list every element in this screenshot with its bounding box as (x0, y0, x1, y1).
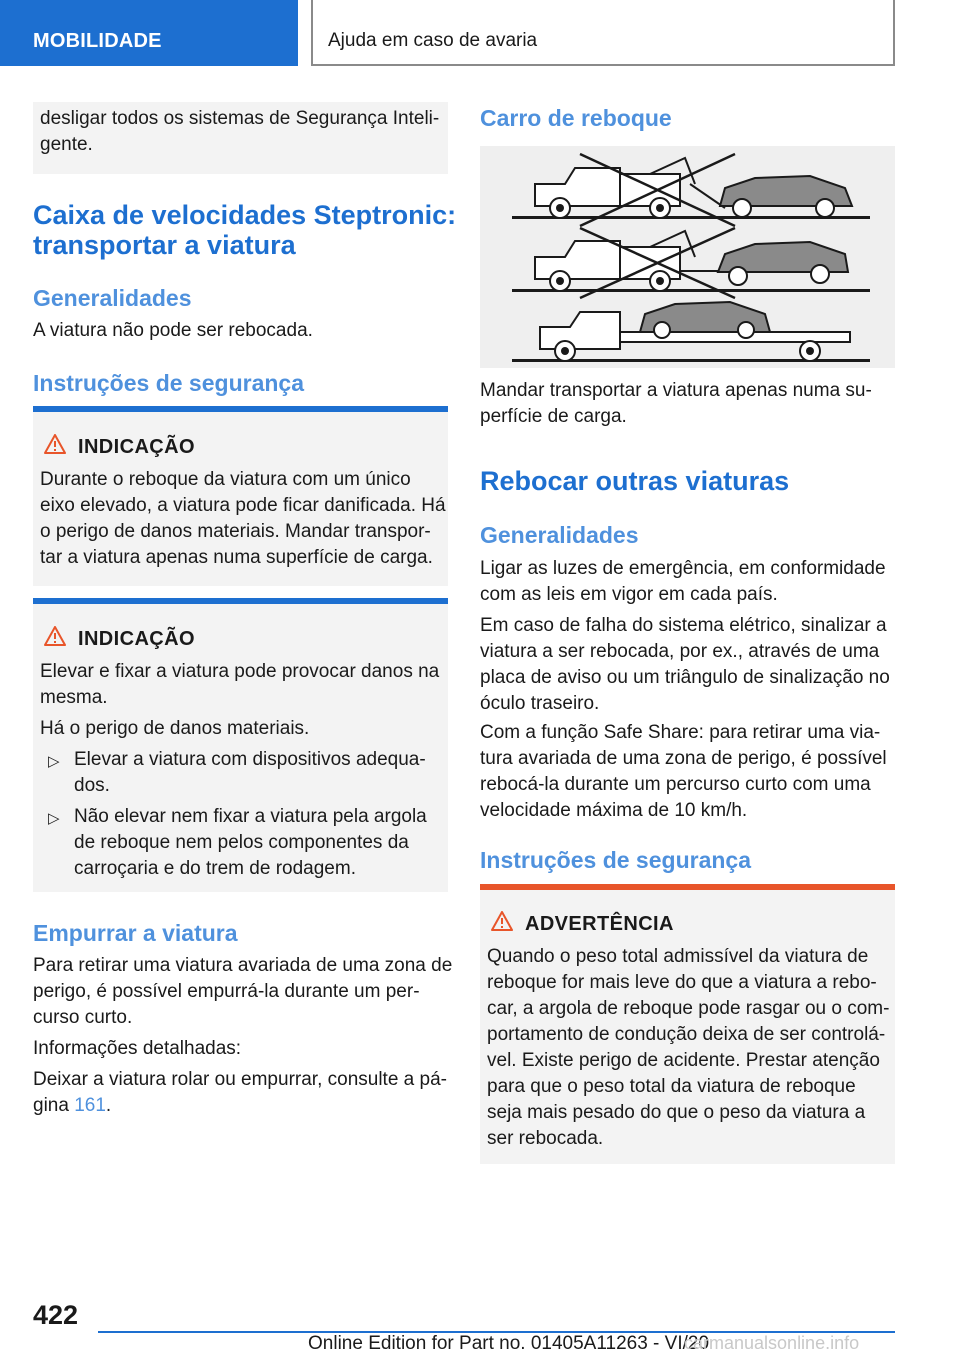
warning-triangle-icon (491, 911, 513, 931)
warning-line: ser rebocada. (487, 1128, 604, 1149)
footer-edition: Online Edition for Part no. 01405A11263 - VI/20 (308, 1333, 710, 1354)
warning-triangle-icon (44, 626, 66, 646)
notice-2-bullet-1-cont: dos. (74, 775, 110, 796)
notice-2-bullet-2-cont: de reboque nem pelos componentes da (74, 832, 409, 853)
bullet-arrow-icon: ▷ (48, 753, 60, 770)
p3-line: Com a função Safe Share: para retirar uma via- (480, 722, 881, 743)
p3-line: rebocá-la durante um percurso curto com uma (480, 774, 871, 795)
notice-1-line: tar a viatura apenas numa superfície de carga. (40, 547, 433, 568)
deixar-prefix: gina (33, 1095, 75, 1116)
deixar-line-2 (33, 1093, 111, 1119)
flatbed-truck-row-3 (540, 302, 850, 361)
notice-2-bullet-1: Elevar a viatura com dispositivos adequa- (74, 749, 426, 770)
notice-2-line-2: mesma. (40, 687, 108, 708)
page-number: 422 (33, 1300, 79, 1330)
generalidades-title-left: Generalidades (33, 285, 192, 311)
p3-line: tura avariada de uma zona de perigo, é possível (480, 748, 887, 769)
intro-line-2: gente. (40, 134, 93, 155)
page-link[interactable]: 161 (74, 1095, 106, 1116)
seguranca-title-right: Instruções de segurança (480, 847, 751, 873)
generalidades-title-right: Generalidades (480, 522, 639, 548)
p2-line: Em caso de falha do sistema elétrico, sinalizar a (480, 615, 887, 636)
notice-2-label: INDICAÇÃO (78, 628, 195, 650)
deixar-line-1: Deixar a viatura rolar ou empurrar, consulte a pá- (33, 1069, 447, 1090)
figure-caption-2: perfície de carga. (480, 406, 627, 427)
notice-2-line-3: Há o perigo de danos materiais. (40, 718, 310, 739)
generalidades-text-left: A viatura não pode ser rebocada. (33, 320, 313, 341)
warning-line: car, a argola de reboque pode rasgar ou o com- (487, 998, 890, 1019)
bullet-arrow-icon: ▷ (48, 810, 60, 827)
notice-1-line: Durante o reboque da viatura com um único (40, 469, 411, 490)
chapter-title: Ajuda em caso de avaria (328, 30, 538, 51)
p2-line: placa de aviso ou um triângulo de sinalização no (480, 667, 890, 688)
empurrar-line: perigo, é possível empurrá-la durante um per- (33, 981, 420, 1002)
warning-label: ADVERTÊNCIA (525, 913, 674, 935)
section-tab (0, 0, 298, 66)
notice-1-line: o perigo de danos materiais. Mandar transpor- (40, 521, 431, 542)
watermark: carmanualsonline.info (684, 1333, 860, 1353)
empurrar-line: Para retirar uma viatura avariada de uma zona de (33, 955, 453, 976)
notice-1-label: INDICAÇÃO (78, 436, 195, 458)
tow-truck-row-2 (535, 231, 848, 291)
intro-box (33, 102, 448, 174)
empurrar-line: curso curto. (33, 1007, 133, 1028)
warning-line: reboque for mais leve do que a viatura a rebo- (487, 972, 877, 993)
steptronic-title-2: transportar a viatura (33, 230, 296, 260)
p1-line: Ligar as luzes de emergência, em conformidade (480, 558, 886, 579)
p2-line: viatura a ser rebocada, por ex., através de uma (480, 641, 880, 662)
warning-line: seja mais pesado do que o peso da viatura a (487, 1102, 866, 1123)
tow-truck-row-1 (535, 158, 852, 218)
chapter-tab (311, 0, 895, 66)
p1-line: com as leis em vigor em cada país. (480, 584, 778, 605)
warning-line: portamento de condução deixa de ser controlá- (487, 1024, 886, 1045)
steptronic-title-1: Caixa de velocidades Steptronic: (33, 200, 457, 230)
p3-line: velocidade máxima de 10 km/h. (480, 800, 748, 821)
tow-truck-figure (480, 146, 895, 368)
notice-1-line: eixo elevado, a viatura pode ficar danificada. Há (40, 495, 446, 516)
info-detalhadas: Informações detalhadas: (33, 1038, 242, 1059)
p2-line: óculo traseiro. (480, 693, 600, 714)
warning-triangle-icon (44, 434, 66, 454)
warning-line: Quando o peso total admissível da viatura de (487, 946, 869, 967)
figure-caption-1: Mandar transportar a viatura apenas numa su- (480, 380, 872, 401)
intro-line-1: desligar todos os sistemas de Segurança Inteli- (40, 108, 440, 129)
section-title: MOBILIDADE (33, 30, 162, 52)
seguranca-title-left: Instruções de segurança (33, 370, 304, 396)
warning-line: para que o peso total da viatura de reboque (487, 1076, 856, 1097)
notice-2-bullet-2-cont: carroçaria e do trem de rodagem. (74, 858, 356, 879)
notice-2-line-1: Elevar e fixar a viatura pode provocar danos na (40, 661, 440, 682)
deixar-suffix: . (105, 1095, 112, 1116)
warning-line: vel. Existe perigo de acidente. Prestar atenção (487, 1050, 880, 1071)
reboque-title: Carro de reboque (480, 105, 672, 131)
tow-truck-illustration (480, 146, 895, 368)
empurrar-title: Empurrar a viatura (33, 920, 238, 946)
rebocar-title: Rebocar outras viaturas (480, 466, 790, 496)
notice-2-bullet-2: Não elevar nem fixar a viatura pela argola (74, 806, 427, 827)
